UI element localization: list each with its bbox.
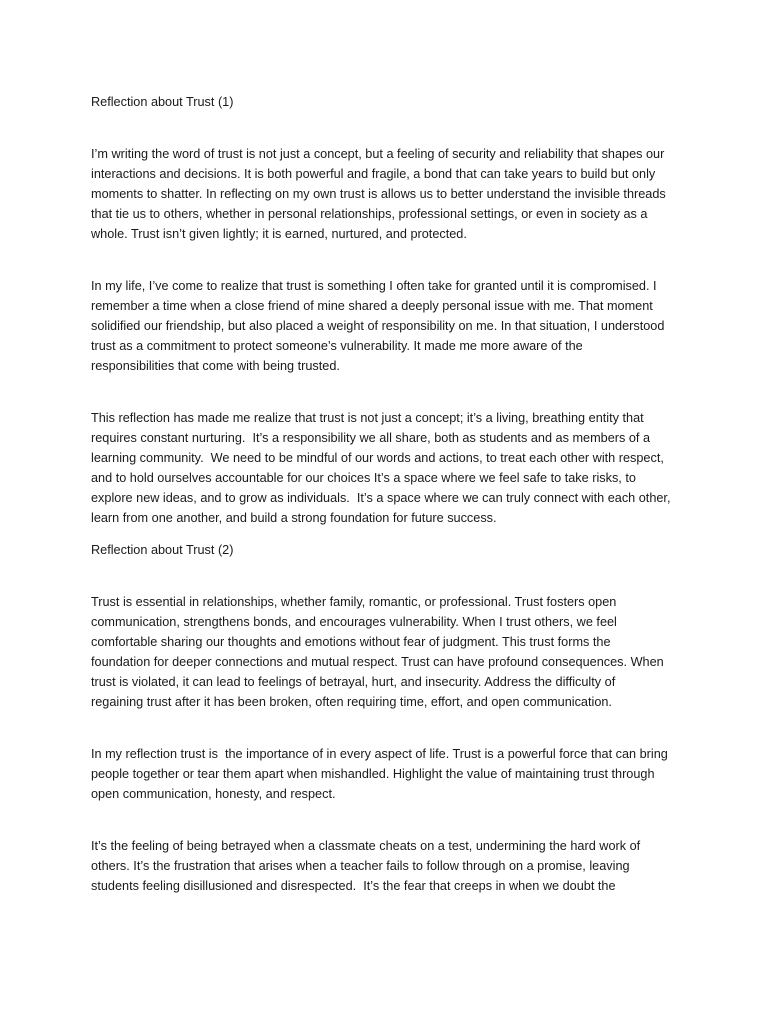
text-line: It’s the feeling of being betrayed when a classmate cheats on a test, undermining the hard work of (91, 839, 641, 853)
spacer (91, 112, 691, 144)
text-line: moments to shatter. In reflecting on my own trust is allows us to better understand the invisible threads (91, 187, 666, 201)
text-line: whole. Trust isn’t given lightly; it is earned, nurtured, and protected. (91, 227, 467, 241)
text-line: explore new ideas, and to grow as individuals. It’s a space where we can truly connect with each other, (91, 491, 671, 505)
text-line: regaining trust after it has been broken, often requiring time, effort, and open communication. (91, 695, 612, 709)
section-2-paragraph-3 (91, 836, 691, 896)
text-line: I’m writing the word of trust is not just a concept, but a feeling of security and reliability that shapes our (91, 147, 665, 161)
spacer (91, 712, 691, 744)
text-line: learning community. We need to be mindful of our words and actions, to treat each other with respect, (91, 451, 664, 465)
text-line: remember a time when a close friend of mine shared a deeply personal issue with me. That moment (91, 299, 653, 313)
text-line: trust as a commitment to protect someone’s vulnerability. It made me more aware of the (91, 339, 583, 353)
text-line: open communication, honesty, and respect. (91, 787, 336, 801)
section-1-paragraph-3 (91, 408, 691, 528)
text-line: Trust is essential in relationships, whether family, romantic, or professional. Trust fosters open (91, 595, 617, 609)
text-line: interactions and decisions. It is both powerful and fragile, a bond that can take years to build but only (91, 167, 656, 181)
section-1-paragraph-2 (91, 276, 691, 376)
text-line: In my reflection trust is the importance of in every aspect of life. Trust is a powerful force that can bring (91, 747, 668, 761)
document-body (91, 92, 691, 896)
spacer (91, 528, 691, 540)
text-line: that tie us to others, whether in personal relationships, professional settings, or even in society as a (91, 207, 648, 221)
text-line: others. It’s the frustration that arises when a teacher fails to follow through on a promise, leaving (91, 859, 630, 873)
text-line: In my life, I’ve come to realize that trust is something I often take for granted until it is compromised. I (91, 279, 657, 293)
text-line: This reflection has made me realize that trust is not just a concept; it’s a living, breathing entity that (91, 411, 644, 425)
spacer (91, 244, 691, 276)
spacer (91, 376, 691, 408)
section-2-paragraph-2 (91, 744, 691, 804)
text-line: responsibilities that come with being trusted. (91, 359, 340, 373)
section-1-paragraph-1 (91, 144, 691, 244)
section-2-paragraph-1 (91, 592, 691, 712)
text-line: students feeling disillusioned and disrespected. It’s the fear that creeps in when we doubt the (91, 879, 616, 893)
section-1-title: Reflection about Trust (1) (91, 95, 234, 109)
text-line: comfortable sharing our thoughts and emotions without fear of judgment. This trust forms the (91, 635, 611, 649)
section-2-title: Reflection about Trust (2) (91, 543, 234, 557)
text-line: and to hold ourselves accountable for our choices It’s a space where we feel safe to take risks, to (91, 471, 636, 485)
text-line: solidified our friendship, but also placed a weight of responsibility on me. In that situation, I understood (91, 319, 665, 333)
spacer (91, 560, 691, 592)
text-line: learn from one another, and build a strong foundation for future success. (91, 511, 497, 525)
text-line: communication, strengthens bonds, and encourages vulnerability. When I trust others, we feel (91, 615, 617, 629)
text-line: people together or tear them apart when mishandled. Highlight the value of maintaining trust through (91, 767, 655, 781)
spacer (91, 804, 691, 836)
text-line: trust is violated, it can lead to feelings of betrayal, hurt, and insecurity. Address the difficulty of (91, 675, 616, 689)
text-line: requires constant nurturing. It’s a responsibility we all share, both as students and as members of a (91, 431, 651, 445)
text-line: foundation for deeper connections and mutual respect. Trust can have profound consequences. When (91, 655, 664, 669)
